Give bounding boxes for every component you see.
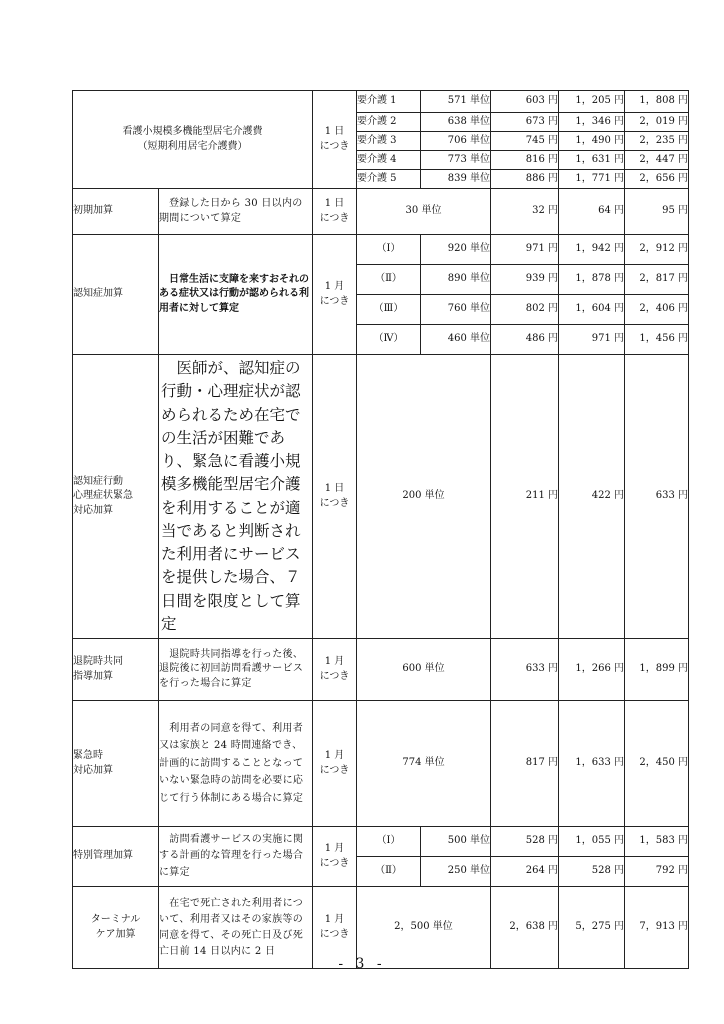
price-3: 792 円	[625, 857, 689, 887]
table-row	[73, 91, 689, 113]
price-2: 1，631 円	[559, 151, 625, 170]
price-1: 816 円	[491, 151, 559, 170]
condition-text: 日常生活に支障を来すおそれのある症状又は行動が認められる利用者に対して算定	[159, 235, 313, 355]
price-2: 64 円	[559, 189, 625, 235]
care-level: 要介護 2	[357, 113, 421, 132]
price-2: 422 円	[559, 355, 625, 639]
price-1: 633 円	[491, 639, 559, 701]
units-value: 638 単位	[421, 113, 491, 132]
units-value: 920 単位	[421, 235, 491, 265]
price-1: 2，638 円	[491, 887, 559, 969]
price-1: 745 円	[491, 132, 559, 151]
price-1: 32 円	[491, 189, 559, 235]
units-value: 774 単位	[357, 701, 491, 827]
price-2: 1，633 円	[559, 701, 625, 827]
price-3: 2，406 円	[625, 295, 689, 325]
units-value: 200 単位	[357, 355, 491, 639]
table-row	[73, 235, 689, 265]
price-1: 817 円	[491, 701, 559, 827]
price-1: 673 円	[491, 113, 559, 132]
unit-cell: 1 月 につき	[313, 235, 357, 355]
price-3: 7，913 円	[625, 887, 689, 969]
units-value: 500 単位	[421, 827, 491, 857]
unit-cell: 1 日 につき	[313, 91, 357, 189]
units-value: 600 単位	[357, 639, 491, 701]
units-value: 571 単位	[421, 91, 491, 113]
page-number: - 3 -	[338, 956, 386, 972]
service-subname: （短期利用居宅介護費）	[137, 140, 248, 152]
price-2: 1，604 円	[559, 295, 625, 325]
tier-label: （Ⅱ）	[357, 857, 421, 887]
price-1: 971 円	[491, 235, 559, 265]
condition-text: 医師が、認知症の行動・心理症状が認められるため在宅での生活が困難であり、緊急に看護小規模多機能型居宅介護を利用することが適当であると判断された利用者にサービスを提供した場合、７日間を限度として算定	[159, 355, 313, 639]
care-level: 要介護 1	[357, 91, 421, 113]
price-3: 95 円	[625, 189, 689, 235]
addition-name: 認知症行動 心理症状緊急 対応加算	[73, 355, 159, 639]
condition-text: 登録した日から 30 日以内の期間について算定	[159, 189, 313, 235]
price-3: 2，235 円	[625, 132, 689, 151]
price-1: 486 円	[491, 325, 559, 355]
fee-table	[72, 90, 689, 969]
price-3: 1，808 円	[625, 91, 689, 113]
price-3: 2，450 円	[625, 701, 689, 827]
service-name-cell	[73, 91, 313, 189]
price-3: 2，447 円	[625, 151, 689, 170]
price-3: 1，899 円	[625, 639, 689, 701]
price-3: 2，656 円	[625, 170, 689, 189]
price-2: 1，490 円	[559, 132, 625, 151]
price-2: 1，942 円	[559, 235, 625, 265]
condition-text: 在宅で死亡された利用者について、利用者又はその家族等の同意を得て、その死亡日及び死亡日前 14 日以内に 2 日	[159, 887, 313, 969]
price-1: 264 円	[491, 857, 559, 887]
price-1: 886 円	[491, 170, 559, 189]
units-value: 706 単位	[421, 132, 491, 151]
price-3: 1，583 円	[625, 827, 689, 857]
addition-name: 認知症加算	[73, 235, 159, 355]
price-2: 1，771 円	[559, 170, 625, 189]
price-2: 1，055 円	[559, 827, 625, 857]
price-1: 528 円	[491, 827, 559, 857]
price-3: 633 円	[625, 355, 689, 639]
addition-name: 退院時共同 指導加算	[73, 639, 159, 701]
tier-label: （Ⅰ）	[357, 827, 421, 857]
price-3: 2，817 円	[625, 265, 689, 295]
price-2: 971 円	[559, 325, 625, 355]
units-value: 760 単位	[421, 295, 491, 325]
addition-name: 特別管理加算	[73, 827, 159, 887]
tier-label: （Ⅲ）	[357, 295, 421, 325]
unit-cell: 1 月 につき	[313, 701, 357, 827]
condition-text: 訪問看護サービスの実施に関する計画的な管理を行った場合に算定	[159, 827, 313, 887]
units-value: 460 単位	[421, 325, 491, 355]
price-1: 603 円	[491, 91, 559, 113]
condition-text: 利用者の同意を得て、利用者又は家族と 24 時間連絡でき、計画的に訪問することとなっていない緊急時の訪問を必要に応じて行う体制にある場合に算定	[159, 701, 313, 827]
tier-label: （Ⅳ）	[357, 325, 421, 355]
price-2: 1，266 円	[559, 639, 625, 701]
price-2: 5，275 円	[559, 887, 625, 969]
care-level: 要介護 5	[357, 170, 421, 189]
service-name: 看護小規模多機能型居宅介護費	[122, 126, 263, 137]
unit-cell: 1 月 につき	[313, 887, 357, 969]
addition-name: 緊急時 対応加算	[73, 701, 159, 827]
tier-label: （Ⅰ）	[357, 235, 421, 265]
price-3: 2，912 円	[625, 235, 689, 265]
care-level: 要介護 3	[357, 132, 421, 151]
price-2: 1，205 円	[559, 91, 625, 113]
price-1: 802 円	[491, 295, 559, 325]
unit-cell: 1 月 につき	[313, 827, 357, 887]
price-2: 528 円	[559, 857, 625, 887]
addition-name: ターミナル ケア加算	[73, 887, 159, 969]
table-row	[73, 639, 689, 701]
price-2: 1，878 円	[559, 265, 625, 295]
table-row	[73, 827, 689, 857]
table-row	[73, 355, 689, 639]
price-3: 2，019 円	[625, 113, 689, 132]
price-2: 1，346 円	[559, 113, 625, 132]
unit-cell: 1 日 につき	[313, 189, 357, 235]
unit-cell: 1 日 につき	[313, 355, 357, 639]
units-value: 2，500 単位	[357, 887, 491, 969]
units-value: 773 単位	[421, 151, 491, 170]
care-level: 要介護 4	[357, 151, 421, 170]
units-value: 839 単位	[421, 170, 491, 189]
price-1: 211 円	[491, 355, 559, 639]
units-value: 30 単位	[357, 189, 491, 235]
tier-label: （Ⅱ）	[357, 265, 421, 295]
condition-text: 退院時共同指導を行った後、退院後に初回訪問看護サービスを行った場合に算定	[159, 639, 313, 701]
table-row	[73, 701, 689, 827]
price-1: 939 円	[491, 265, 559, 295]
units-value: 250 単位	[421, 857, 491, 887]
table-row	[73, 189, 689, 235]
unit-cell: 1 月 につき	[313, 639, 357, 701]
addition-name: 初期加算	[73, 189, 159, 235]
units-value: 890 単位	[421, 265, 491, 295]
price-3: 1，456 円	[625, 325, 689, 355]
